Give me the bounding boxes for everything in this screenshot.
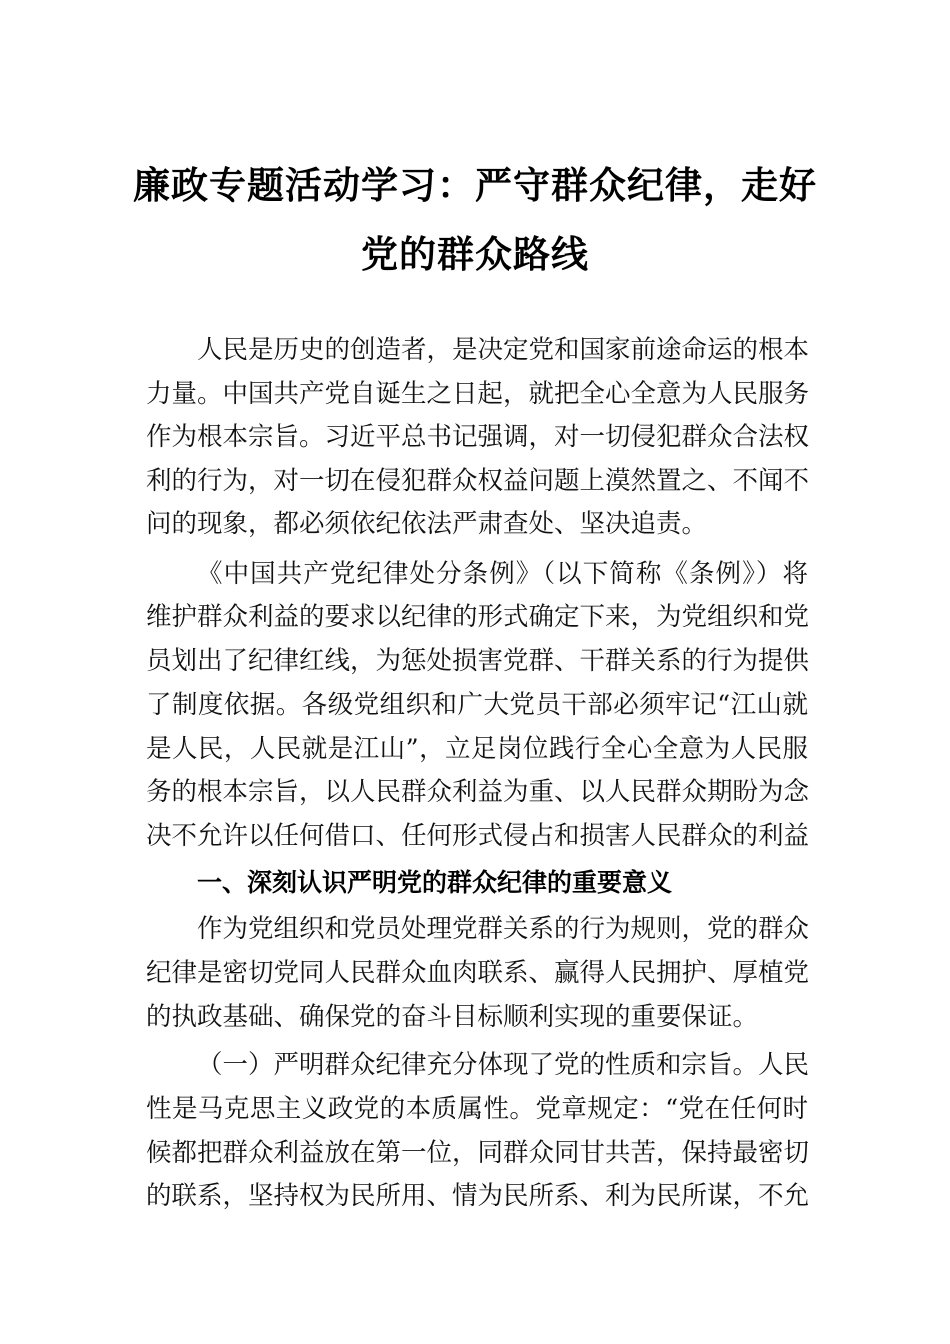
paragraph-line: 候都把群众利益放在第一位，同群众同甘共苦，保持最密切 <box>146 1138 810 1168</box>
paragraph-line: 人民是历史的创造者，是决定党和国家前途命运的根本 <box>197 335 810 365</box>
paragraph-line: 纪律是密切党同人民群众血肉联系、赢得人民拥护、厚植党 <box>146 958 810 988</box>
paragraph-line: 是人民，人民就是江山”，立足岗位践行全心全意为人民服 <box>146 734 808 764</box>
paragraph-line: 的执政基础、确保党的奋斗目标顺利实现的重要保证。 <box>146 1002 759 1032</box>
paragraph-line: 的联系，坚持权为民所用、情为民所系、利为民所谋，不允 <box>146 1181 810 1211</box>
paragraph-line: 了制度依据。各级党组织和广大党员干部必须牢记“江山就 <box>146 690 808 720</box>
paragraph-line: （一）严明群众纪律充分体现了党的性质和宗旨。人民 <box>197 1050 810 1080</box>
document-title-line-2: 党的群众路线 <box>361 232 589 276</box>
paragraph-line: 作为党组织和党员处理党群关系的行为规则，党的群众 <box>197 914 810 944</box>
paragraph-line: 决不允许以任何借口、任何形式侵占和损害人民群众的利益 <box>146 821 810 851</box>
paragraph-line: 力量。中国共产党自诞生之日起，就把全心全意为人民服务 <box>146 379 810 409</box>
paragraph-line: 利的行为，对一切在侵犯群众权益问题上漠然置之、不闻不 <box>146 466 810 496</box>
paragraph-line: 维护群众利益的要求以纪律的形式确定下来，为党组织和党 <box>146 602 810 632</box>
paragraph-line: 性是马克思主义政党的本质属性。党章规定：“党在任何时 <box>146 1094 808 1124</box>
paragraph-line: 员划出了纪律红线，为惩处损害党群、干群关系的行为提供 <box>146 646 810 676</box>
section-heading: 一、深刻认识严明党的群众纪律的重要意义 <box>197 868 673 897</box>
paragraph-line: 务的根本宗旨，以人民群众利益为重、以人民群众期盼为念 <box>146 777 810 807</box>
paragraph-line: 问的现象，都必须依纪依法严肃查处、坚决追责。 <box>146 509 708 539</box>
paragraph-line: 作为根本宗旨。习近平总书记强调，对一切侵犯群众合法权 <box>146 422 810 452</box>
paragraph-line: 《中国共产党纪律处分条例》（以下简称《条例》）将 <box>197 559 808 589</box>
document-title-line-1: 廉政专题活动学习：严守群众纪律，走好 <box>133 163 817 207</box>
